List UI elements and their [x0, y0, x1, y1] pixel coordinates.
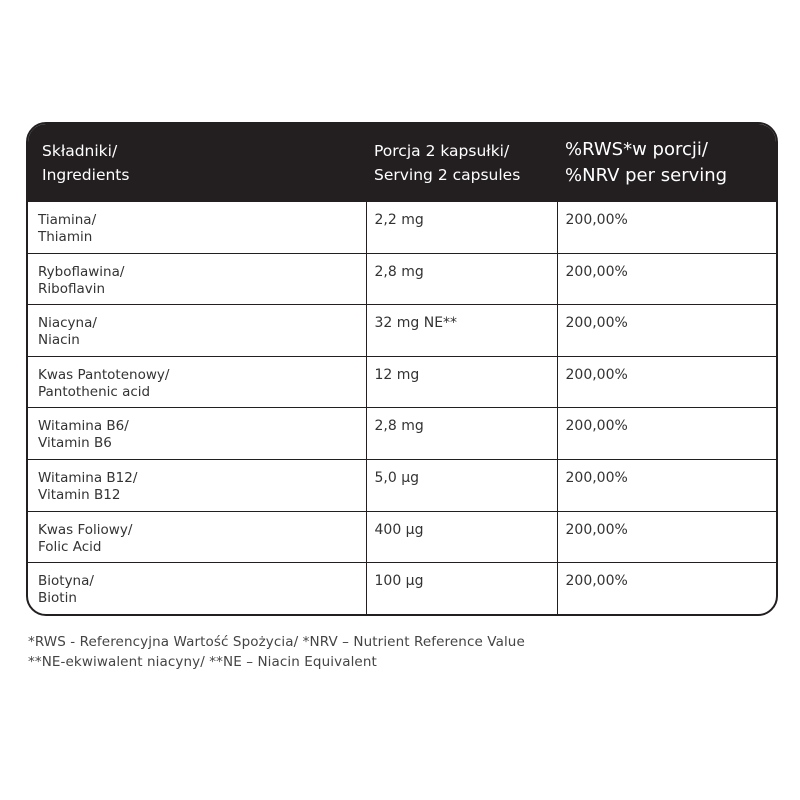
percent-cell: 200,00%: [557, 563, 776, 614]
table-row: [28, 356, 776, 408]
percent-cell: 200,00%: [557, 356, 776, 408]
ingredient-name-en: Riboflavin: [38, 280, 106, 297]
table-row: [28, 511, 776, 563]
header-ingredients-pl: Składniki/: [42, 142, 118, 160]
ingredient-name-pl: Kwas Pantotenowy/: [38, 366, 170, 383]
serving-cell: 2,8 mg: [366, 408, 557, 460]
serving-cell: 100 µg: [366, 563, 557, 614]
ingredient-name-en: Thiamin: [38, 229, 93, 245]
percent-cell: 200,00%: [557, 460, 776, 512]
header-ingredients: [28, 124, 366, 202]
ingredient-cell: [28, 305, 366, 357]
ingredient-name-pl: Tiamina/: [38, 212, 97, 228]
table-row: [28, 202, 776, 253]
header-serving: [366, 124, 557, 202]
ingredient-name-en: Vitamin B6: [38, 435, 112, 452]
table-header: [28, 124, 776, 202]
nutrition-table: [28, 124, 776, 614]
ingredient-cell: [28, 408, 366, 460]
table-row: [28, 408, 776, 460]
ingredient-name-en: Biotin: [38, 590, 77, 607]
percent-cell: 200,00%: [557, 305, 776, 357]
table-row: [28, 460, 776, 512]
ingredient-cell: [28, 202, 366, 253]
header-nrv-en: %NRV per serving: [565, 165, 728, 186]
ingredient-name-en: Niacin: [38, 332, 80, 349]
serving-cell: 400 µg: [366, 511, 557, 563]
ingredient-cell: [28, 253, 366, 305]
ingredient-name-pl: Ryboflawina/: [38, 263, 125, 280]
ingredient-name-pl: Witamina B12/: [38, 470, 138, 487]
serving-cell: 2,8 mg: [366, 253, 557, 305]
percent-cell: 200,00%: [557, 253, 776, 305]
table-row: [28, 305, 776, 357]
table-row: [28, 253, 776, 305]
ingredient-name-pl: Kwas Foliowy/: [38, 521, 133, 538]
ingredient-cell: [28, 356, 366, 408]
ingredient-cell: [28, 563, 366, 614]
serving-cell: 32 mg NE**: [366, 305, 557, 357]
ingredient-cell: [28, 460, 366, 512]
header-row: [28, 124, 776, 202]
table-row: [28, 563, 776, 614]
header-serving-pl: Porcja 2 kapsułki/: [374, 142, 510, 160]
ingredient-name-en: Pantothenic acid: [38, 383, 151, 400]
serving-cell: 2,2 mg: [366, 202, 557, 253]
serving-cell: 12 mg: [366, 356, 557, 408]
header-percent: [557, 124, 776, 202]
ingredient-name-en: Vitamin B12: [38, 487, 121, 504]
ingredient-cell: [28, 511, 366, 563]
ingredient-name-pl: Biotyna/: [38, 573, 94, 590]
serving-cell: 5,0 µg: [366, 460, 557, 512]
header-serving-en: Serving 2 capsules: [374, 166, 521, 184]
header-ingredients-en: Ingredients: [42, 166, 130, 184]
nutrition-table-container: [26, 122, 778, 616]
ingredient-name-pl: Niacyna/: [38, 315, 97, 332]
percent-cell: 200,00%: [557, 408, 776, 460]
footnote-ne: **NE-ekwiwalent niacyny/ **NE – Niacin Equivalent: [28, 654, 377, 670]
percent-cell: 200,00%: [557, 511, 776, 563]
table-body: [28, 202, 776, 614]
header-rws-pl: %RWS*w porcji/: [565, 139, 708, 160]
footnotes: [28, 632, 525, 672]
ingredient-name-pl: Witamina B6/: [38, 418, 129, 435]
footnote-rws: *RWS - Referencyjna Wartość Spożycia/ *NRV – Nutrient Reference Value: [28, 634, 525, 650]
ingredient-name-en: Folic Acid: [38, 538, 102, 555]
percent-cell: 200,00%: [565, 212, 628, 228]
